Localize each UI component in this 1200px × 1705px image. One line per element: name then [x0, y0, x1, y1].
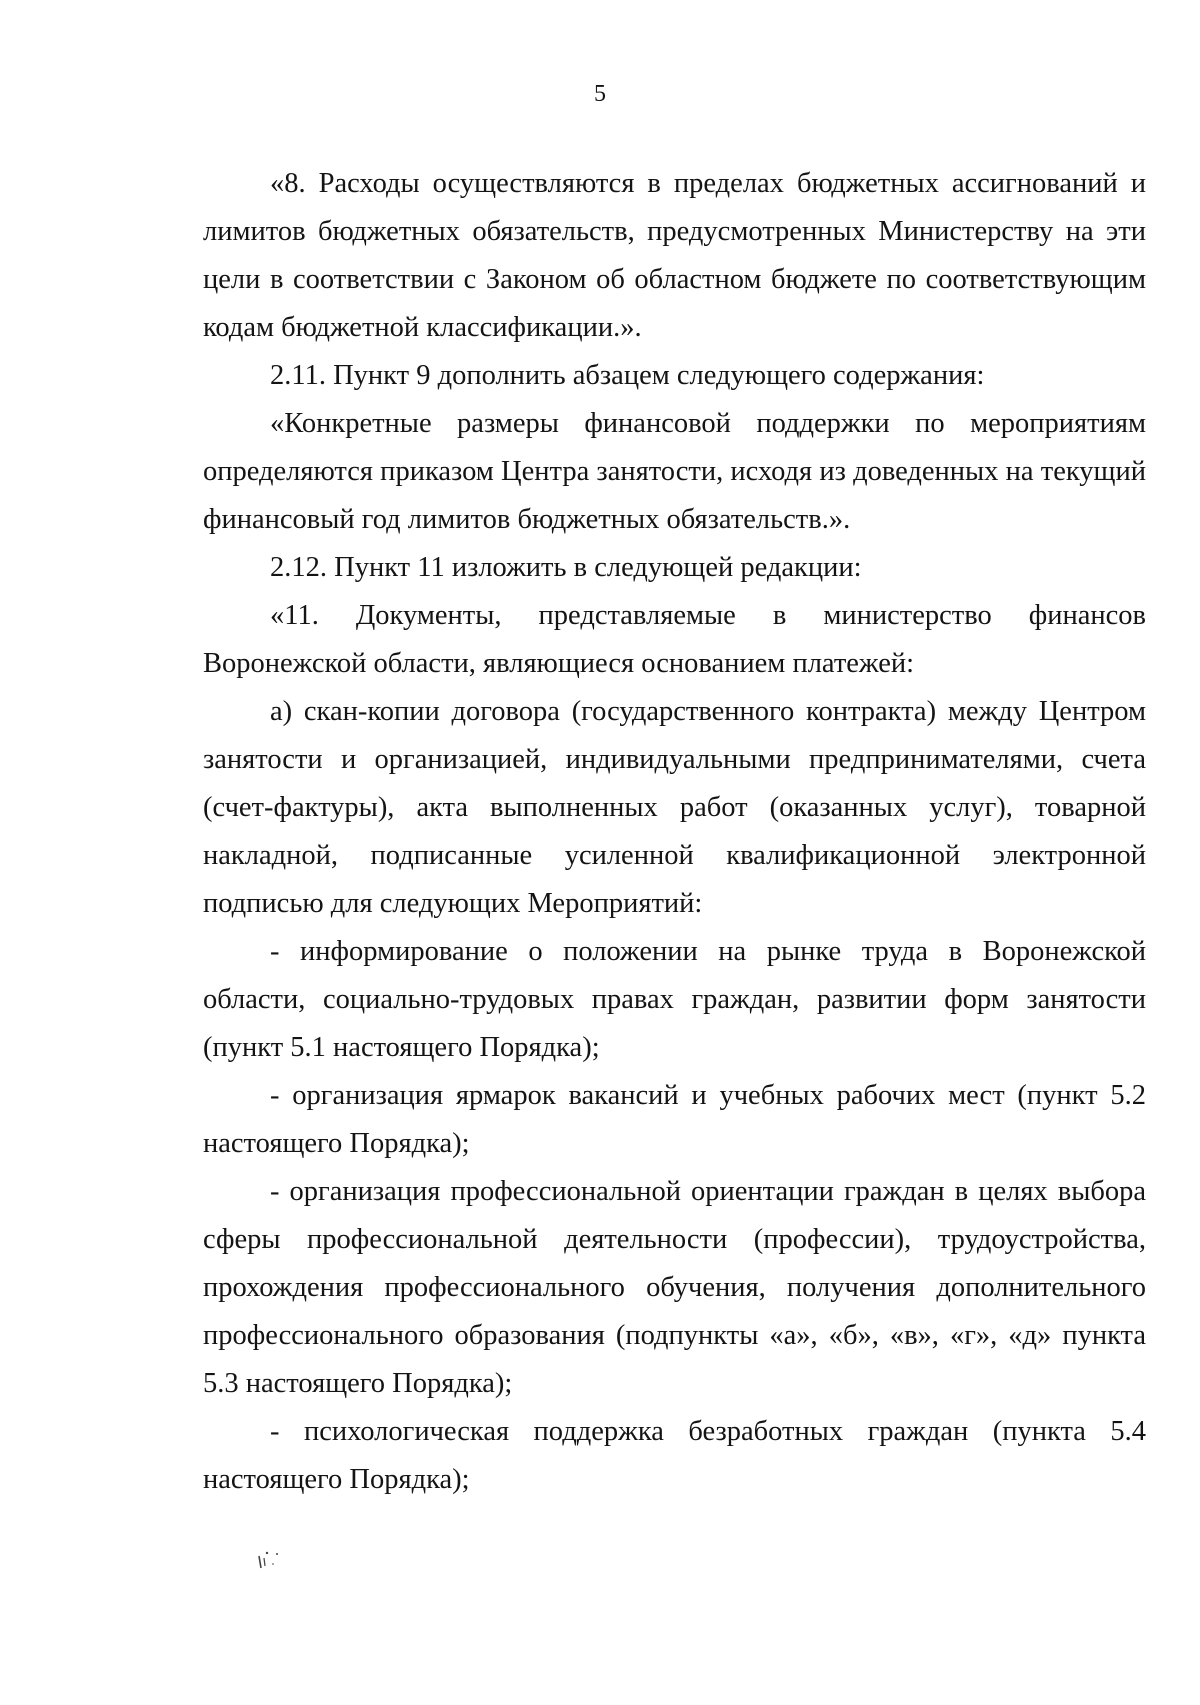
list-item-psychological-support: - психологическая поддержка безработных граждан (пункта 5.4 настоящего Порядка);: [203, 1416, 1146, 1495]
page-number: 5: [594, 81, 606, 107]
document-body: [203, 160, 1146, 1504]
paragraph-scan-copies: а) скан-копии договора (государственного контракта) между Центром занятости и организацией, индивидуальными предпринимателями, счета (счет-фактуры), акта выполненных работ (оказанных услуг), товарной накладной, подписанные усиленной квалификационной электронной подписью для следующих Мероприятий:: [203, 696, 1146, 919]
paragraph-expenses: «8. Расходы осуществляются в пределах бюджетных ассигнований и лимитов бюджетных обязательств, предусмотренных Министерству на эти цели в соответствии с Законом об областном бюджете по соответствующим кодам бюджетной классификации.».: [203, 168, 1146, 343]
paragraph-item-11-documents: «11. Документы, представляемые в министерство финансов Воронежской области, являющиеся основанием платежей:: [203, 600, 1146, 679]
list-item-informing: - информирование о положении на рынке труда в Воронежской области, социально-трудовых правах граждан, развитии форм занятости (пункт 5.1 настоящего Порядка);: [203, 936, 1146, 1063]
paragraph-item-2-12: 2.12. Пункт 11 изложить в следующей редакции:: [270, 552, 862, 583]
paragraph-support-amounts: «Конкретные размеры финансовой поддержки по мероприятиям определяются приказом Центра занятости, исходя из доведенных на текущий финансовый год лимитов бюджетных обязательств.».: [203, 408, 1146, 535]
list-item-career-guidance: - организация профессиональной ориентации граждан в целях выбора сферы профессиональной деятельности (профессии), трудоустройства, прохождения профессионального обучения, получения дополнительного профессионального образования (подпункты «а», «б», «в», «г», «д» пункта 5.3 настоящего Порядка);: [203, 1176, 1146, 1399]
list-item-job-fairs: - организация ярмарок вакансий и учебных рабочих мест (пункт 5.2 настоящего Порядка);: [203, 1080, 1146, 1159]
paragraph-item-2-11: 2.11. Пункт 9 дополнить абзацем следующего содержания:: [270, 360, 985, 391]
scan-speck-icon: [255, 1550, 295, 1610]
scan-artifact: [255, 1550, 295, 1615]
